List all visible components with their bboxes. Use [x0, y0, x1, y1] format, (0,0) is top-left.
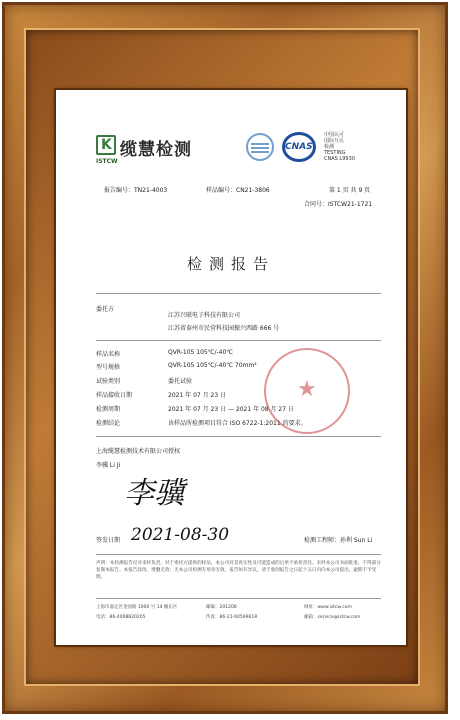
field-value: 委托试验 — [168, 378, 193, 385]
client-label: 委托方 — [96, 306, 115, 313]
field-value: 该样品所检测项目符合 ISO 6722-1:2011 的要求。 — [168, 420, 307, 427]
client-address: 江苏省泰州市民营科技园振兴西路 666 号 — [168, 325, 280, 332]
divider — [96, 554, 381, 555]
handwritten-signature: 李骥 — [124, 476, 184, 511]
accreditation-text: 中国认可 国际互认 检测 TESTING CNAS L9930 — [324, 132, 355, 162]
divider — [96, 340, 381, 341]
tester-name: 检测工程师：孙利 Sun Li — [304, 537, 373, 544]
signer-name: 李骥 Li Ji — [96, 462, 121, 469]
field-label: 检测周期 — [96, 406, 121, 413]
handwritten-sign-date: 2021-08-30 — [131, 525, 230, 545]
seal-star-icon: ★ — [297, 377, 317, 402]
client-name: 江苏兴联电子科技有限公司 — [168, 312, 241, 319]
field-value: 2021 年 07 月 23 日 — 2021 年 08 月 27 日 — [168, 406, 294, 413]
page-count: 第 1 页 共 9 页 — [329, 187, 371, 194]
footer-web: 网址：www.istcw.com — [304, 605, 352, 610]
footer-address: 上海市嘉定区金园路 1000 号 14 幢东区 — [96, 605, 178, 610]
ilac-mra-logo-icon — [246, 133, 274, 161]
divider — [96, 293, 381, 294]
certificate-page — [56, 90, 406, 645]
contract-number: 合同号：ISTCW21-1721 — [304, 201, 373, 208]
brand-logo-icon: K — [96, 135, 116, 155]
authorization-company: 上海缆慧检测技术有限公司授权 — [96, 448, 181, 455]
report-statement: 声明：本检测报告仅对来样负责，对于委托方提供的样品，本公司对其真实性及可能造成的后果不承担责任。未经本公司书面批准，不得部分复制本报告。本报告涂改、增删无效；无本公司检测专用章无效。报告如有异议，请于收到报告之日起十五日内向本公司提出，逾期不予受理。 — [96, 561, 381, 580]
footer-postcode: 邮编：201208 — [206, 605, 237, 610]
footer-tel: 电话：86-4008820205 — [96, 615, 146, 620]
report-number: 报告编号：TN21-4003 — [104, 187, 168, 194]
field-label: 型号规格 — [96, 364, 121, 371]
footer-email: 邮箱：service@istcw.com — [304, 615, 361, 620]
cnas-logo-text: CNAS — [285, 142, 313, 152]
field-label: 检测结论 — [96, 420, 121, 427]
sample-number: 样品编号：CN21-3806 — [206, 187, 270, 194]
field-label: 试验类别 — [96, 378, 121, 385]
field-value: QVR-105 105℃/-40℃ — [168, 349, 234, 356]
sign-date-label: 签发日期 — [96, 537, 121, 544]
report-title: 检测报告 — [186, 255, 275, 273]
brand-sub: ISTCW — [96, 158, 118, 165]
divider — [96, 598, 381, 599]
field-label: 样品名称 — [96, 351, 121, 358]
footer-fax: 传真：86-21-60599618 — [206, 615, 258, 620]
brand-name: 缆慧检测 — [120, 140, 192, 160]
divider — [96, 436, 381, 437]
field-label: 样品接收日期 — [96, 392, 133, 399]
field-value: QVR-105 105℃/-40℃ 70mm² — [168, 362, 257, 369]
field-value: 2021 年 07 月 23 日 — [168, 392, 227, 399]
